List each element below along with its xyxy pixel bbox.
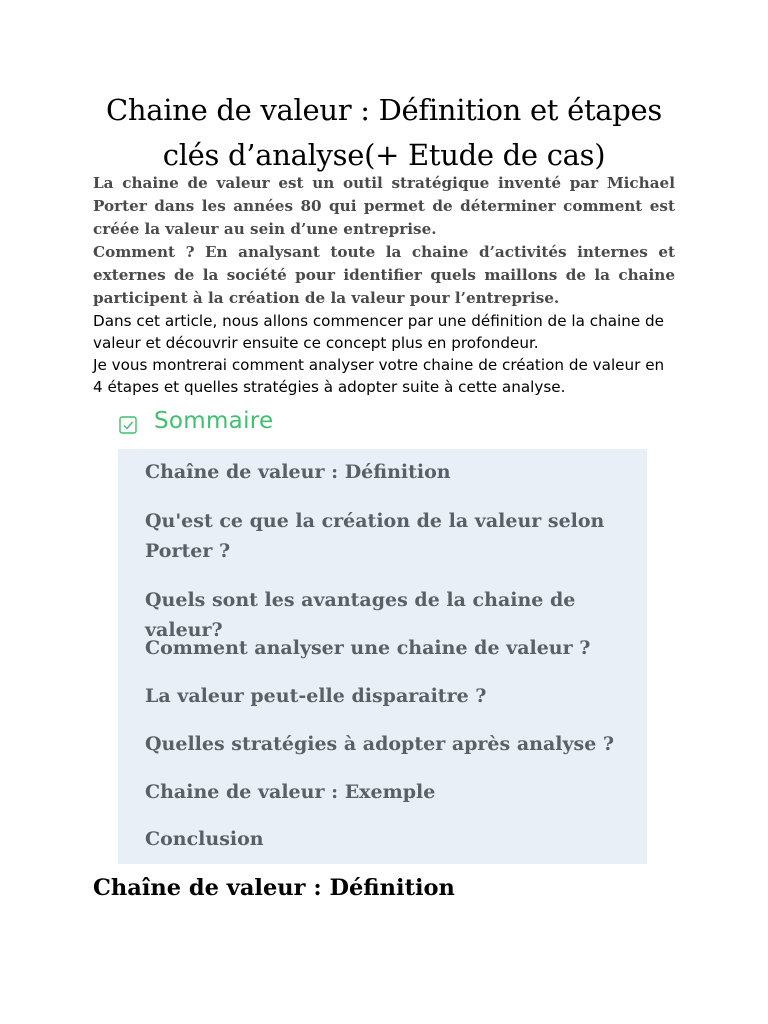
check-square-icon bbox=[118, 415, 138, 435]
intro-paragraph-2: Comment ? En analysant toute la chaine d’activités internes et externes de la société pour identifier quels maillons de la chaine participent à la création de la valeur pour l’entreprise. bbox=[93, 243, 675, 307]
toc-item-disparaitre[interactable]: La valeur peut-elle disparaitre ? bbox=[145, 685, 487, 707]
title-line-1: Chaine de valeur : Définition et étapes bbox=[106, 93, 662, 127]
toc-item-strategies[interactable]: Quelles stratégies à adopter après analyse ? bbox=[145, 733, 615, 755]
toc-item-analyser[interactable]: Comment analyser une chaine de valeur ? bbox=[145, 637, 591, 659]
intro-paragraphs bbox=[93, 172, 675, 310]
document-title bbox=[60, 88, 708, 178]
body-paragraph-1: Dans cet article, nous allons commencer par une définition de la chaine de valeur et découvrir ensuite ce concept plus en profondeur. bbox=[93, 312, 664, 352]
toc-item-definition[interactable]: Chaîne de valeur : Définition bbox=[145, 461, 451, 483]
toc-item-exemple[interactable]: Chaine de valeur : Exemple bbox=[145, 781, 436, 803]
section-heading-definition: Chaîne de valeur : Définition bbox=[93, 875, 455, 901]
body-paragraphs bbox=[93, 310, 675, 398]
intro-paragraph-1: La chaine de valeur est un outil stratégique inventé par Michael Porter dans les années 80 qui permet de déterminer comment est créée la valeur au sein d’une entreprise. bbox=[93, 174, 675, 238]
toc-item-creation-valeur[interactable]: Qu'est ce que la création de la valeur selon bbox=[145, 510, 605, 532]
toc-item-avantages[interactable]: Quels sont les avantages de la chaine de valeur? bbox=[145, 589, 576, 641]
summary-title: Sommaire bbox=[154, 408, 274, 434]
summary-header[interactable] bbox=[118, 404, 273, 438]
title-line-2: clés d’analyse(+ Etude de cas) bbox=[162, 138, 606, 172]
toc-item-conclusion[interactable]: Conclusion bbox=[145, 828, 264, 850]
body-paragraph-2: Je vous montrerai comment analyser votre chaine de création de valeur en 4 étapes et quelles stratégies à adopter suite à cette analyse. bbox=[93, 356, 665, 396]
toc-item-creation-valeur-cont[interactable]: Porter ? bbox=[145, 540, 231, 562]
table-of-contents bbox=[118, 449, 647, 864]
